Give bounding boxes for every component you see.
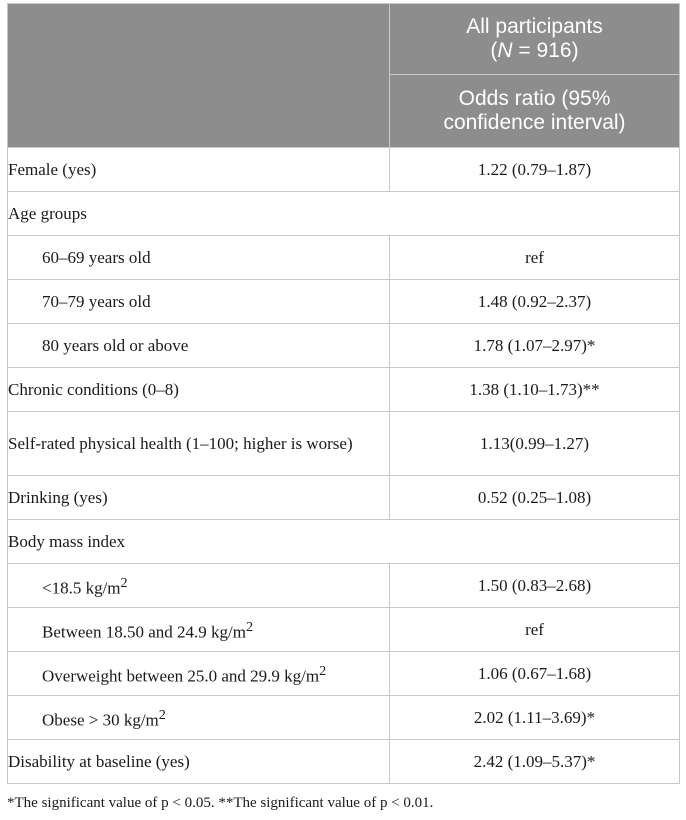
header-all-participants bbox=[390, 4, 680, 75]
row-value: 1.38 (1.10–1.73)** bbox=[390, 368, 680, 412]
table-row bbox=[8, 236, 680, 280]
header-blank-cell bbox=[8, 4, 390, 148]
header-subtitle-line1: Odds ratio (95% bbox=[458, 87, 611, 110]
table-body bbox=[8, 148, 680, 784]
row-label-superscript: 2 bbox=[245, 618, 254, 635]
row-label-text: Between 18.50 and 24.9 kg/m bbox=[42, 622, 246, 642]
row-value: 1.06 (0.67–1.68) bbox=[390, 652, 680, 696]
row-label: Self-rated physical health (1–100; higher is worse) bbox=[8, 412, 390, 476]
table-row bbox=[8, 280, 680, 324]
header-title-line2-post: = 916) bbox=[512, 39, 579, 62]
row-value: 1.22 (0.79–1.87) bbox=[390, 148, 680, 192]
table-row bbox=[8, 740, 680, 784]
row-label-text: <18.5 kg/m bbox=[42, 578, 121, 598]
row-value: 0.52 (0.25–1.08) bbox=[390, 476, 680, 520]
row-value: 1.48 (0.92–2.37) bbox=[390, 280, 680, 324]
row-value: 1.50 (0.83–2.68) bbox=[390, 564, 680, 608]
table-row bbox=[8, 696, 680, 740]
row-label: 70–79 years old bbox=[8, 280, 390, 324]
table-row bbox=[8, 652, 680, 696]
row-value: 1.78 (1.07–2.97)* bbox=[390, 324, 680, 368]
row-label: Drinking (yes) bbox=[8, 476, 390, 520]
group-label: Body mass index bbox=[8, 520, 680, 564]
table-row bbox=[8, 476, 680, 520]
row-value: 2.42 (1.09–5.37)* bbox=[390, 740, 680, 784]
row-label: Chronic conditions (0–8) bbox=[8, 368, 390, 412]
row-label-superscript: 2 bbox=[158, 706, 166, 723]
table-row bbox=[8, 368, 680, 412]
row-value: ref bbox=[390, 608, 680, 652]
row-label bbox=[8, 608, 390, 652]
table-row-group bbox=[8, 520, 680, 564]
row-label: 60–69 years old bbox=[8, 236, 390, 280]
header-odds-ratio bbox=[390, 75, 680, 148]
table-row bbox=[8, 324, 680, 368]
table-row bbox=[8, 148, 680, 192]
row-value: ref bbox=[390, 236, 680, 280]
row-value: 2.02 (1.11–3.69)* bbox=[390, 696, 680, 740]
row-label: Disability at baseline (yes) bbox=[8, 740, 390, 784]
row-label-superscript: 2 bbox=[120, 574, 128, 591]
header-subtitle-line2: confidence interval) bbox=[443, 111, 626, 134]
table-header bbox=[8, 4, 680, 148]
table-footnote: *The significant value of p < 0.05. **The significant value of p < 0.01. bbox=[7, 795, 434, 811]
table-row-group bbox=[8, 192, 680, 236]
header-title-line2-pre: ( bbox=[490, 39, 498, 62]
row-label-text: Overweight between 25.0 and 29.9 kg/m bbox=[42, 666, 320, 686]
table-row bbox=[8, 608, 680, 652]
row-label bbox=[8, 652, 390, 696]
row-value: 1.13(0.99–1.27) bbox=[390, 412, 680, 476]
row-label-text: Obese > 30 kg/m bbox=[42, 710, 159, 730]
odds-ratio-table bbox=[7, 3, 680, 784]
row-label: 80 years old or above bbox=[8, 324, 390, 368]
group-label: Age groups bbox=[8, 192, 680, 236]
table-row bbox=[8, 564, 680, 608]
table-row bbox=[8, 412, 680, 476]
row-label-superscript: 2 bbox=[319, 662, 327, 679]
row-label bbox=[8, 696, 390, 740]
header-title-line1: All participants bbox=[466, 15, 603, 38]
header-n-symbol: N bbox=[497, 39, 513, 62]
row-label bbox=[8, 564, 390, 608]
row-label: Female (yes) bbox=[8, 148, 390, 192]
